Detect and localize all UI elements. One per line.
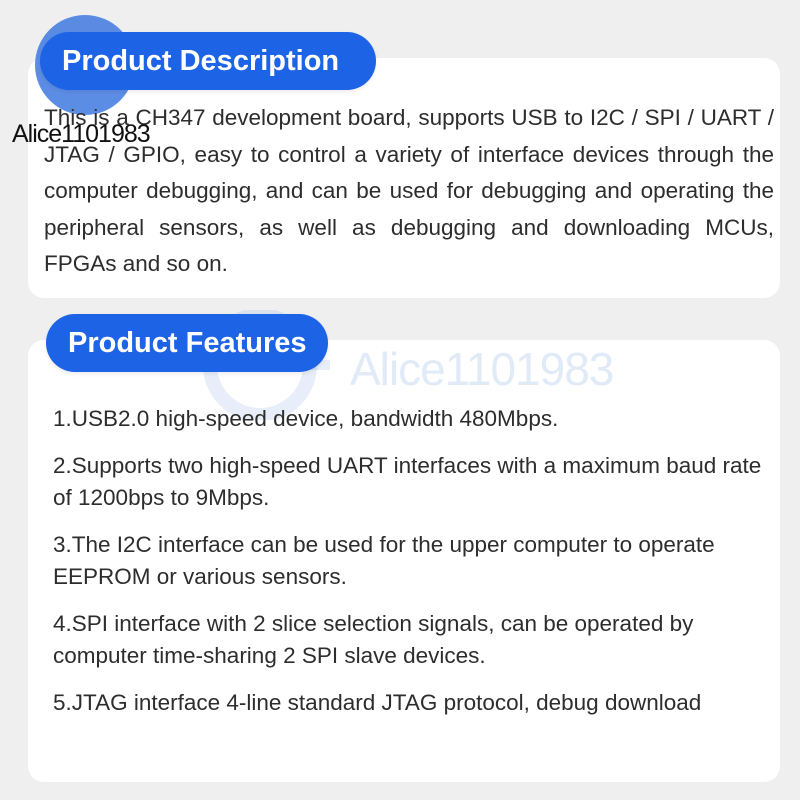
feature-item: 4.SPI interface with 2 slice selection signals, can be operated by computer time-sharing 2 SPI slave devices.	[53, 610, 694, 668]
watermark-corner-text: Alice1101983	[12, 120, 150, 148]
description-title-pill: Product Description	[40, 32, 376, 90]
feature-item: 1.USB2.0 high-speed device, bandwidth 480Mbps.	[53, 406, 559, 431]
features-list	[53, 403, 768, 733]
description-text: This is a CH347 development board, supports USB to I2C / SPI / UART / JTAG / GPIO, easy to control a variety of interface devices through the computer debugging, and can be used for debugging and operating the peripheral sensors, as well as debugging and downloading MCUs, FPGAs and so on.	[44, 105, 774, 276]
watermark-text: Alice1101983	[350, 343, 614, 395]
features-title-pill: Product Features	[46, 314, 328, 372]
feature-item: 2.Supports two high-speed UART interfaces with a maximum baud rate of 1200bps to 9Mbps.	[53, 452, 762, 510]
feature-item: 5.JTAG interface 4-line standard JTAG protocol, debug download	[53, 689, 702, 715]
feature-item: 3.The I2C interface can be used for the upper computer to operate EEPROM or various sensors.	[53, 531, 715, 589]
